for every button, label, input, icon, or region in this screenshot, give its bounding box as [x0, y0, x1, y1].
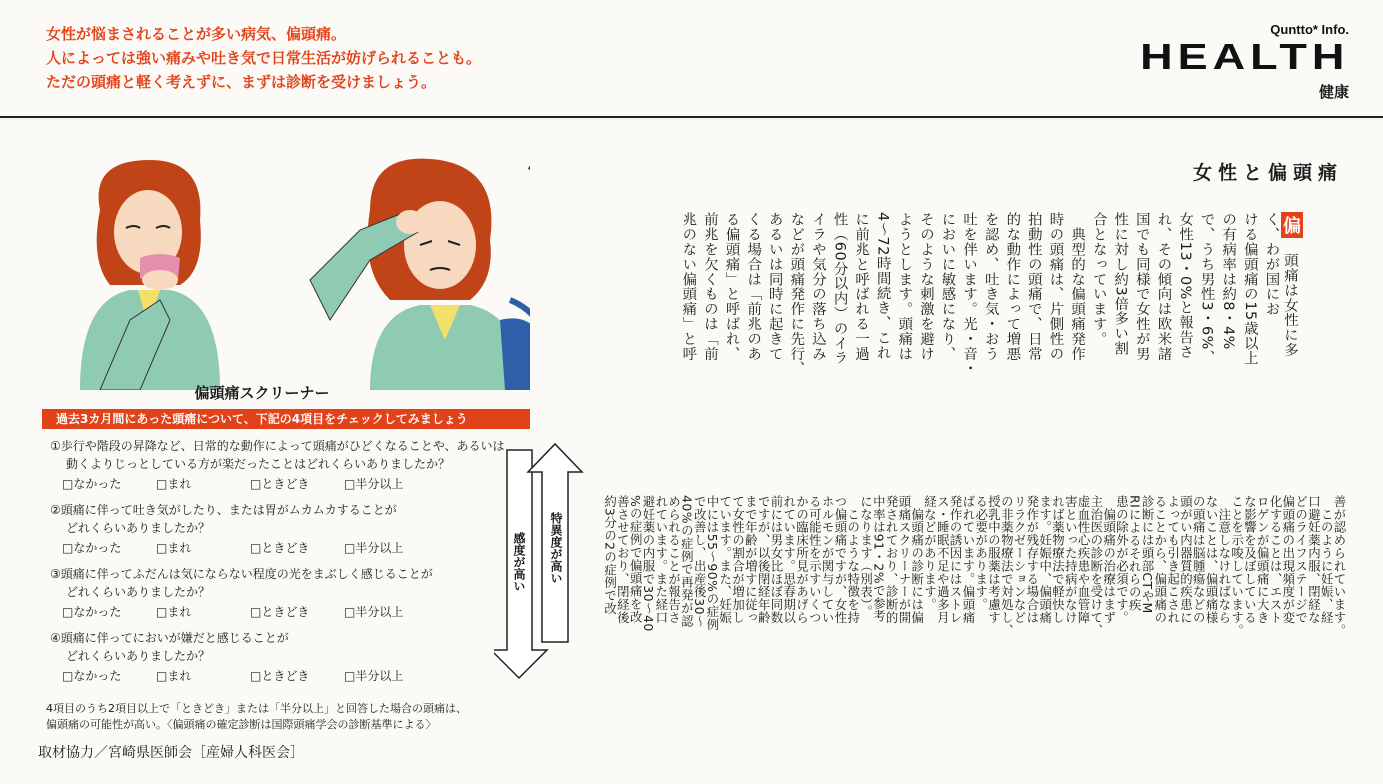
article-column: 発作の誘因にはストレ	[948, 495, 964, 624]
article-column: 40%の症例で再発が認	[679, 495, 695, 628]
article-column: ス・睡眠不足や過多月	[935, 495, 951, 624]
article-column: ことを示唆しています。	[1229, 495, 1245, 637]
article-column: 典型的な偏頭痛発作	[1069, 212, 1086, 361]
option-sometimes[interactable]: □ときどき	[250, 669, 310, 683]
option-rarely[interactable]: □まれ	[156, 669, 192, 683]
article-column: RIによるそれらの疾	[1127, 495, 1143, 612]
article-column: 主治医の診断を受けて、	[1088, 495, 1104, 637]
answer-options	[62, 539, 542, 557]
screener-question-2	[50, 501, 542, 557]
answer-options	[62, 603, 542, 621]
article-column: 偏頭痛の治療はまず	[1101, 495, 1117, 624]
article-column: ける偏頭痛の15歳以上	[1241, 212, 1258, 366]
answer-options	[62, 667, 542, 685]
option-never[interactable]: □なかった	[62, 669, 122, 683]
article-column: を認め、吐き気・おう	[982, 212, 999, 361]
article-column: 害といった持病がなけ	[1063, 495, 1079, 624]
option-never[interactable]: □なかった	[62, 541, 122, 555]
article-column: 兆のない偏頭痛」と呼	[680, 212, 697, 361]
article-column: の有病率は約8・4%	[1220, 212, 1237, 350]
article-column: 合となっています。	[1090, 212, 1107, 347]
article-column: ばれています。偏頭痛	[960, 495, 976, 624]
article-column: ます。妊娠中、偏頭痛	[1037, 495, 1053, 624]
sensitivity-arrows	[494, 442, 584, 706]
article-column: このように妊娠、経	[1319, 495, 1335, 624]
article-column: 吐を伴います。光・音・	[961, 212, 978, 376]
article-column: れば薬物療法で軽快し	[1050, 495, 1066, 624]
article-column: などが頭痛発作に先行、	[788, 212, 805, 376]
article-column: 前兆を欠くものは「前	[701, 212, 718, 361]
article-column: れ、その傾向は欧米諸	[1155, 212, 1172, 361]
article-column: イラや気分の落ち込み	[809, 212, 826, 361]
article-column: どのライフステージで	[1293, 495, 1309, 624]
article-column: 頭がい内器質的疾患に	[1178, 495, 1194, 624]
screener-question-3	[50, 565, 542, 621]
article-column: 授乳中の服薬は考慮す	[986, 495, 1002, 624]
credit: 取材協力／宮崎県医師会［産婦人科医会］	[38, 745, 304, 761]
article-column: このような特徴を持	[845, 495, 861, 624]
arrow-label-specificity: 特異度が高い	[549, 512, 563, 584]
header-band	[0, 0, 1383, 118]
article-column: れています。思春期以	[781, 495, 797, 624]
article-column: ることから、偏頭痛の	[1152, 495, 1168, 624]
question-text: ①歩行や階段の昇降など、日常的な動作によって頭痛がひどくなることや、あるいは	[50, 439, 505, 453]
option-sometimes[interactable]: □ときどき	[250, 605, 310, 619]
article-upper-columns	[677, 212, 1303, 482]
article-column: 時の頭痛は、片側性の	[1047, 212, 1064, 361]
drop-cap: 偏	[1281, 212, 1303, 238]
migraine-screener	[42, 382, 542, 733]
women-illustration	[60, 150, 530, 390]
option-rarely[interactable]: □まれ	[156, 605, 192, 619]
article-column: あるいは同時に起きて	[766, 212, 783, 361]
option-sometimes[interactable]: □ときどき	[250, 541, 310, 555]
screener-title: 偏頭痛スクリーナー	[194, 384, 330, 402]
option-half-or-more[interactable]: □半分以上	[344, 541, 404, 555]
article-column: 診断には頭部CTやM	[1140, 495, 1156, 614]
article-column: 虚血性心疾患や血管障	[1076, 495, 1092, 624]
article-column: 発作が残存する場合は	[1024, 495, 1040, 624]
article-column: くる場合は「前兆のあ	[745, 212, 762, 361]
article-column: る偏頭痛」と呼ばれ、	[723, 212, 740, 361]
option-sometimes[interactable]: □ときどき	[250, 477, 310, 491]
screener-instruction: 過去3カ月間にあった頭痛について、下記の4項目をチェックしてみましょう	[42, 409, 530, 429]
article-column: になります（別表）。	[858, 495, 874, 618]
option-half-or-more[interactable]: □半分以上	[344, 605, 404, 619]
screener-question-1	[50, 437, 542, 493]
question-text: ④頭痛に伴ってにおいが嫌だと感じることが	[50, 631, 289, 645]
brand-block	[1139, 22, 1349, 102]
article-column: においに敏感になり、	[939, 212, 956, 361]
article-column: 的な動作によって増悪	[1004, 212, 1021, 361]
brand-sub: Quntto* Info.	[1270, 22, 1349, 37]
option-half-or-more[interactable]: □半分以上	[344, 477, 404, 491]
intro-line-1: 女性が悩まされることが多い病気、偏頭痛。	[46, 25, 347, 43]
option-rarely[interactable]: □まれ	[156, 541, 192, 555]
article-column: 善が認められています。	[1332, 495, 1347, 637]
article-column: ないことは、偏頭痛様	[1204, 495, 1220, 624]
article-column: められることが報告さ	[666, 495, 682, 624]
article-column: 口避妊薬内服、閉経な	[1306, 495, 1322, 624]
article-area	[0, 120, 1383, 784]
article-column: 化することは、エスト	[1268, 495, 1284, 624]
article-column: ですが、以後閉経年齢	[756, 495, 772, 624]
option-never[interactable]: □なかった	[62, 477, 122, 491]
article-column: 避妊薬の内服で30～40	[640, 495, 656, 632]
screener-note	[46, 701, 542, 733]
intro-line-3: ただの頭痛と軽く考えずに、まずは診断を受けましょう。	[46, 73, 437, 91]
question-text-2: 動くよりじっとしている方が楽だったことはどれくらいありましたか？	[66, 457, 451, 471]
article-column: かの臨床所見があげら	[794, 495, 810, 624]
intro-text	[46, 22, 481, 94]
article-column: 中には55～90%の症例	[704, 495, 720, 632]
question-text-2: どれくらいありましたか？	[66, 649, 211, 663]
arrow-graphics	[494, 442, 584, 702]
article-column: る可能性を示すいくつ	[807, 495, 823, 624]
article-column: 性に対し約3倍多い割	[1112, 212, 1129, 356]
article-column: ホルモンが関与してい	[820, 495, 836, 624]
question-text: ③頭痛に伴ってふだんは気にならない程度の光をまぶしく感じることが	[50, 567, 433, 581]
note-line-1: 4項目のうち2項目以上で「ときどき」または「半分以上」と回答した場合の頭痛は、	[46, 702, 467, 715]
article-column: 偏頭痛の診断には偏	[909, 495, 925, 624]
article-column: 女性13・0%と報告さ	[1177, 212, 1194, 360]
option-rarely[interactable]: □まれ	[156, 477, 192, 491]
article-column: 頭痛スクリーナーが開	[896, 495, 912, 624]
article-column: 注意しなければなら	[1216, 495, 1232, 624]
brand-logo: HEALTH	[1139, 36, 1349, 77]
article-column: の非薬物療法で対処し、	[999, 495, 1015, 637]
article-title: 女性と偏頭痛	[1192, 162, 1343, 184]
article-column: リラクゼーションなど	[1012, 495, 1028, 624]
article-column: る必要があります。	[973, 495, 989, 612]
article-column: の頭痛は脳腫瘍などの	[1191, 495, 1207, 624]
article-column: %の症例で偏頭痛を改	[628, 495, 644, 624]
arrow-label-sensitivity: 感度が高い	[512, 532, 526, 592]
article-column: つ偏頭痛ですが、女性	[832, 495, 848, 624]
question-text: ②頭痛に伴って吐き気がしたり、または胃がムカムカすることが	[50, 503, 397, 517]
woman-nausea-figure	[80, 160, 220, 390]
article-column: 偏頭痛の出現頻度が変	[1280, 495, 1296, 624]
article-column: 約3分の2の症例で改	[602, 495, 618, 615]
article-column: ています。また、妊娠	[717, 495, 733, 624]
option-half-or-more[interactable]: □半分以上	[344, 669, 404, 683]
intro-line-2: 人によっては強い痛みや吐き気で日常生活が妨げられることも。	[46, 49, 482, 67]
article-column: 4～72時間続き、これ	[874, 212, 891, 361]
article-column: て女性の割合が増加し	[730, 495, 746, 624]
article-column: に前兆と呼ばれる一過	[853, 212, 870, 361]
article-column: 国でも同様で女性が男	[1133, 212, 1150, 361]
article-column: で改善し、出産後30～	[692, 495, 708, 628]
screener-question-4	[50, 629, 542, 685]
article-column: 偏 頭痛は女性に多	[1281, 212, 1303, 482]
article-column: まで年齢が増すに従っ	[743, 495, 759, 624]
article-column: 患の除外が必須です。	[1114, 495, 1130, 624]
article-column: 前には男女比ほぼ同数	[768, 495, 784, 624]
article-column: れています。また経口	[653, 495, 669, 624]
article-lower-columns	[603, 495, 1345, 765]
option-never[interactable]: □なかった	[62, 605, 122, 619]
woman-headache-figure	[310, 152, 530, 390]
article-column: 中率は91・2%で参考	[871, 495, 887, 623]
article-column: 発されており、診断的	[884, 495, 900, 624]
article-column: 拍動性の頭痛で、日常	[1025, 212, 1042, 361]
question-text-2: どれくらいありましたか？	[66, 521, 211, 535]
article-column: そのような刺激を避け	[917, 212, 934, 361]
answer-options	[62, 475, 542, 493]
article-column: 善させており、閉経後	[615, 495, 631, 624]
article-column: で、うち男性3・6%、	[1198, 212, 1215, 365]
note-line-2: 偏頭痛の可能性が高い。〈偏頭痛の確定診断は国際頭痛学会の診断基準による〉	[46, 718, 437, 731]
article-column: ようとします。頭痛は	[896, 212, 913, 361]
article-column: ロゲンが偏頭痛に大き	[1255, 495, 1271, 624]
article-column: な影響を及ぼしている	[1242, 495, 1258, 624]
brand-category: 健康	[1318, 83, 1349, 101]
question-text-2: どれくらいありましたか？	[66, 585, 211, 599]
article-column: よっても引き起こされ	[1165, 495, 1181, 624]
article-column: く、わが国にお	[1263, 212, 1280, 317]
article-column: 性（60分以内）のイラ	[831, 212, 848, 366]
article-column: 経などがあります。	[922, 495, 938, 612]
